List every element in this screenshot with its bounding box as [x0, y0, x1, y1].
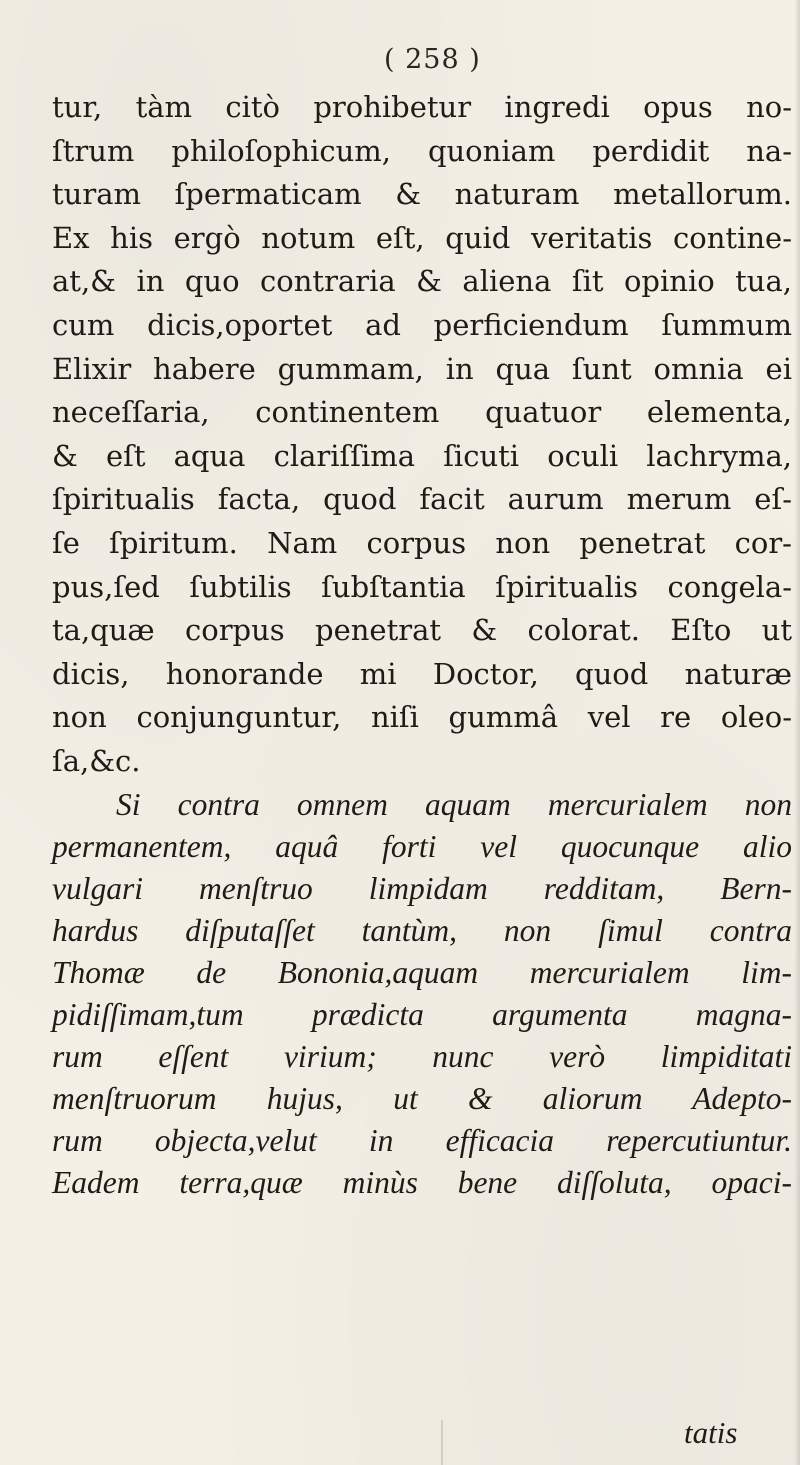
- text-line: dicis, honorande mi Doctor, quod naturæ: [52, 656, 792, 691]
- text-line: ſpiritualis facta, quod facit aurum merum eſ-: [52, 482, 792, 517]
- text-line: ſe ſpiritum. Nam corpus non penetrat cor-: [52, 525, 792, 560]
- body-text: [52, 86, 792, 1204]
- italic-text-line: pidiſſimam,tum prædicta argumenta magna-: [52, 996, 792, 1032]
- text-line: ſtrum philoſophicum, quoniam perdidit na-: [52, 133, 792, 168]
- text-line: & eſt aqua clariſſima ſicuti oculi lachryma,: [52, 438, 792, 473]
- italic-text-line: rum objecta,velut in efficacia repercutiuntur.: [52, 1123, 792, 1159]
- gutter-mark: [441, 1420, 443, 1465]
- text-line: ſa,&c.: [52, 743, 141, 778]
- text-line: turam ſpermaticam & naturam metallorum.: [52, 177, 792, 212]
- text-line: neceſſaria, continentem quatuor elementa,: [52, 395, 792, 430]
- text-line: Elixir habere gummam, in qua ſunt omnia ei: [52, 351, 792, 386]
- italic-text-line: vulgari menſtruo limpidam redditam, Bern-: [52, 870, 792, 906]
- italic-text-line: permanentem, aquâ forti vel quocunque alio: [52, 828, 792, 864]
- text-line: Ex his ergò notum eſt, quid veritatis contine-: [52, 220, 792, 255]
- text-line: tur, tàm citò prohibetur ingredi opus no-: [52, 90, 792, 124]
- italic-text-line: Si contra omnem aquam mercurialem non: [116, 786, 792, 822]
- text-line: ta,quæ corpus penetrat & colorat. Eſto ut: [52, 613, 792, 648]
- text-line: cum dicis,oportet ad perficiendum ſummum: [52, 307, 792, 342]
- page-number: ( 258 ): [384, 44, 481, 75]
- page-edge-shadow: [794, 0, 800, 1465]
- catchword: tatis: [684, 1415, 738, 1450]
- text-line: at,& in quo contraria & aliena ſit opinio tua,: [52, 264, 792, 299]
- text-line: non conjunguntur, niſi gummâ vel re oleo-: [52, 700, 792, 735]
- italic-text-line: Thomæ de Bononia,aquam mercurialem lim-: [52, 954, 792, 990]
- italic-text-line: Eadem terra,quæ minùs bene diſſoluta, opaci-: [52, 1165, 792, 1201]
- italic-text-line: rum eſſent virium; nunc verò limpiditati: [52, 1039, 792, 1075]
- italic-text-line: menſtruorum hujus, ut & aliorum Adepto-: [52, 1081, 792, 1117]
- italic-text-line: hardus diſputaſſet tantùm, non ſimul contra: [52, 912, 792, 948]
- text-line: pus,ſed ſubtilis ſubſtantia ſpiritualis congela-: [52, 569, 792, 604]
